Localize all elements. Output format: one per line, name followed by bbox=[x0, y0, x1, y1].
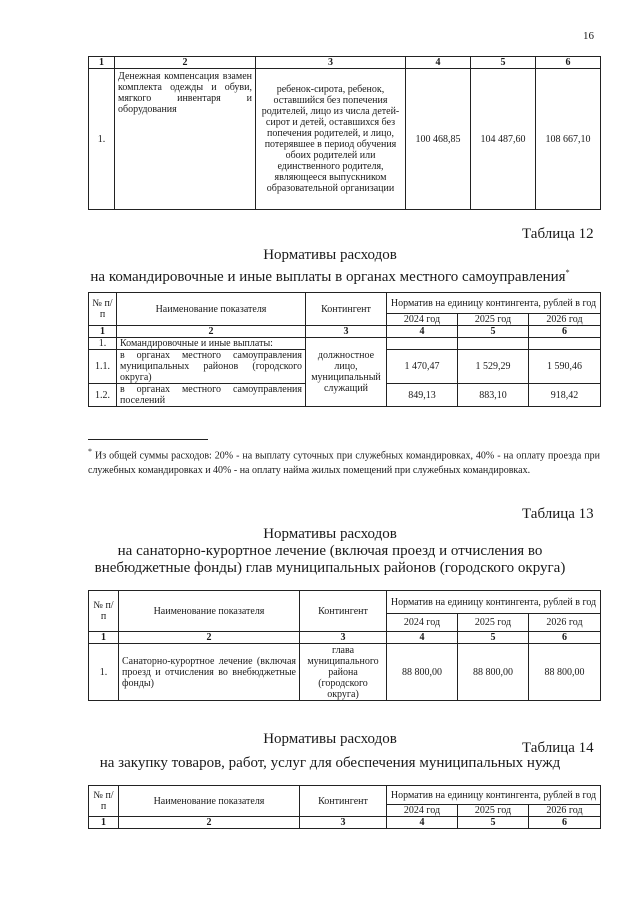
header-year-2025: 2025 год bbox=[458, 805, 529, 817]
col-number-1: 1 bbox=[89, 632, 119, 644]
header-norm: Норматив на единицу контингента, рублей в год bbox=[387, 591, 601, 614]
indicator-name: в органах местного самоуправления муниципальных районов (городского округа) bbox=[117, 350, 306, 384]
col-number-2: 2 bbox=[119, 817, 300, 829]
table-13 bbox=[88, 590, 601, 701]
row-number: 1.2. bbox=[89, 384, 117, 407]
footnote-divider bbox=[88, 439, 208, 440]
contingent: ребенок-сирота, ребенок, оставшийся без попечения родителей, лицо из числа детей-сирот и детей, оставшихся без попечения родителей, и лицо, потерявшее в период обучения обоих родителей или единственного родителя, являющееся выпускником образовательной организации bbox=[256, 69, 406, 210]
col-number-2: 2 bbox=[115, 57, 256, 69]
col-number-1: 1 bbox=[89, 57, 115, 69]
header-year-2026: 2026 год bbox=[529, 314, 601, 326]
row-number: 1. bbox=[89, 69, 115, 210]
col-number-2: 2 bbox=[117, 326, 306, 338]
table-12-title: Нормативы расходов bbox=[263, 247, 397, 263]
row-number: 1. bbox=[89, 644, 119, 701]
norm-2024: 1 470,47 bbox=[387, 350, 458, 384]
col-number-6: 6 bbox=[529, 632, 601, 644]
page-number: 16 bbox=[583, 30, 594, 42]
norm-2026: 88 800,00 bbox=[529, 644, 601, 701]
header-indicator: Наименование показателя bbox=[117, 293, 306, 326]
indicator-name: Денежная компенсация взамен комплекта одежды и обуви, мягкого инвентаря и оборудования bbox=[115, 69, 256, 210]
col-number-1: 1 bbox=[89, 326, 117, 338]
header-year-2024: 2024 год bbox=[387, 314, 458, 326]
col-number-2: 2 bbox=[119, 632, 300, 644]
indicator-name: Санаторно-курортное лечение (включая проезд и отчисления во внебюджетные фонды) bbox=[119, 644, 300, 701]
norm-2024: 88 800,00 bbox=[387, 644, 458, 701]
header-number: № п/п bbox=[89, 293, 117, 326]
header-contingent: Контингент bbox=[300, 786, 387, 817]
col-number-5: 5 bbox=[458, 817, 529, 829]
contingent: должностное лицо, муниципальный служащий bbox=[306, 338, 387, 407]
header-indicator: Наименование показателя bbox=[119, 591, 300, 632]
footnote: * Из общей суммы расходов: 20% - на выплату суточных при служебных командировках, 40% - на оплату проезда при служебных командировках и 40% - на оплату найма жилых помещений при служебных командировках. bbox=[88, 447, 600, 477]
header-indicator: Наименование показателя bbox=[119, 786, 300, 817]
table-11-continuation bbox=[88, 56, 601, 210]
header-contingent: Контингент bbox=[300, 591, 387, 632]
header-year-2026: 2026 год bbox=[529, 805, 601, 817]
header-year-2025: 2025 год bbox=[458, 614, 529, 632]
col-number-4: 4 bbox=[387, 326, 458, 338]
col-number-1: 1 bbox=[89, 817, 119, 829]
norm-2025: 1 529,29 bbox=[458, 350, 529, 384]
col-number-5: 5 bbox=[458, 632, 529, 644]
indicator-name: в органах местного самоуправления поселений bbox=[117, 384, 306, 407]
col-number-6: 6 bbox=[536, 57, 601, 69]
indicator-name: Командировочные и иные выплаты: bbox=[117, 338, 306, 350]
norm-2026: 108 667,10 bbox=[536, 69, 601, 210]
header-contingent: Контингент bbox=[306, 293, 387, 326]
norm-2026: 1 590,46 bbox=[529, 350, 601, 384]
header-year-2024: 2024 год bbox=[387, 805, 458, 817]
col-number-6: 6 bbox=[529, 326, 601, 338]
table-12-label: Таблица 12 bbox=[522, 226, 594, 242]
norm-2024: 849,13 bbox=[387, 384, 458, 407]
col-number-6: 6 bbox=[529, 817, 601, 829]
header-number: № п/п bbox=[89, 591, 119, 632]
table-12 bbox=[88, 292, 601, 407]
header-norm: Норматив на единицу контингента, рублей в год bbox=[387, 786, 601, 805]
norm-2024: 100 468,85 bbox=[406, 69, 471, 210]
col-number-5: 5 bbox=[471, 57, 536, 69]
table-13-subtitle-line1: на санаторно-курортное лечение (включая проезд и отчисления во bbox=[117, 543, 543, 559]
col-number-3: 3 bbox=[300, 632, 387, 644]
col-number-4: 4 bbox=[387, 817, 458, 829]
norm-2025: 104 487,60 bbox=[471, 69, 536, 210]
header-year-2026: 2026 год bbox=[529, 614, 601, 632]
table-13-subtitle-line2: внебюджетные фонды) глав муниципальных районов (городского округа) bbox=[94, 560, 566, 576]
table-12-subtitle: на командировочные и иные выплаты в органах местного самоуправления* bbox=[90, 268, 570, 285]
header-norm: Норматив на единицу контингента, рублей в год bbox=[387, 293, 601, 314]
row-number: 1. bbox=[89, 338, 117, 350]
table-13-title: Нормативы расходов bbox=[263, 526, 397, 542]
col-number-3: 3 bbox=[300, 817, 387, 829]
norm-2025: 88 800,00 bbox=[458, 644, 529, 701]
table-14-title: Нормативы расходов bbox=[263, 731, 397, 747]
norm-2026: 918,42 bbox=[529, 384, 601, 407]
col-number-4: 4 bbox=[387, 632, 458, 644]
header-number: № п/п bbox=[89, 786, 119, 817]
table-14-label: Таблица 14 bbox=[522, 740, 594, 756]
row-number: 1.1. bbox=[89, 350, 117, 384]
header-year-2025: 2025 год bbox=[458, 314, 529, 326]
col-number-3: 3 bbox=[256, 57, 406, 69]
col-number-4: 4 bbox=[406, 57, 471, 69]
col-number-3: 3 bbox=[306, 326, 387, 338]
col-number-5: 5 bbox=[458, 326, 529, 338]
table-14-subtitle: на закупку товаров, работ, услуг для обеспечения муниципальных нужд bbox=[99, 755, 561, 771]
header-year-2024: 2024 год bbox=[387, 614, 458, 632]
table-14 bbox=[88, 785, 601, 829]
table-13-label: Таблица 13 bbox=[522, 506, 594, 522]
norm-2025: 883,10 bbox=[458, 384, 529, 407]
contingent: глава муниципального района (городского округа) bbox=[300, 644, 387, 701]
